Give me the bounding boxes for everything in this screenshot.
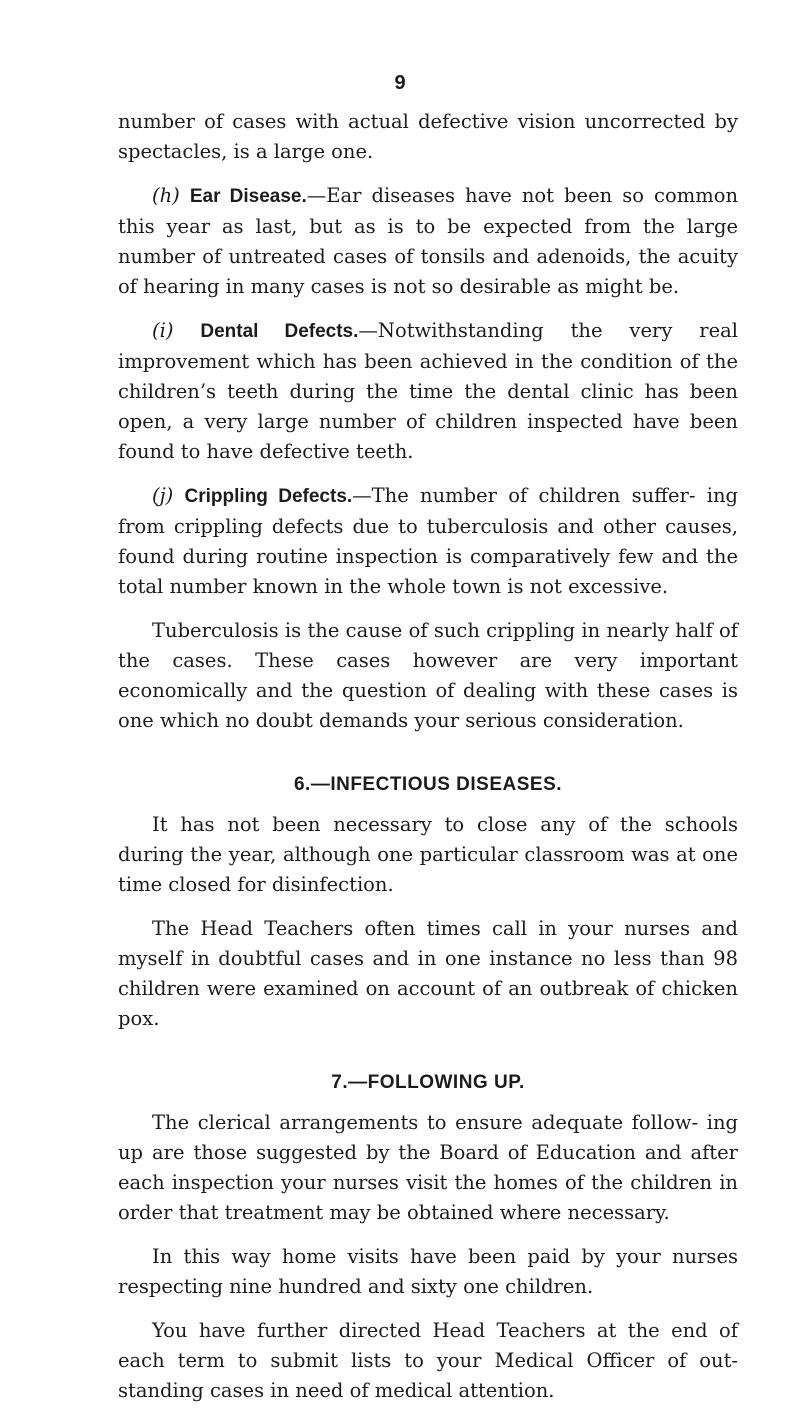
following-up-paragraph-2: In this way home visits have been paid by your nurses respecting nine hundred and sixty one children. xyxy=(118,1245,738,1298)
following-up-paragraph-3: You have further directed Head Teachers at the end of each term to submit lists to your Medical Officer of out- standing cases in need of medical attention. xyxy=(118,1319,738,1402)
infectious-paragraph-1: It has not been necessary to close any of the schools during the year, although one particular classroom was at one time closed for disinfection. xyxy=(118,813,738,896)
item-text: —Notwithstanding the very real improvement which has been achieved in the condition of the children’s teeth during the time the dental clinic has been open, a very large number of children inspected have been found to have defective teeth. xyxy=(118,319,738,463)
item-label: (h) xyxy=(152,184,180,207)
item-heading: Dental Defects. xyxy=(200,321,359,342)
item-text: —Ear diseases have not been so common this year as last, but as is to be expected from the large number of untreated cases of tonsils and adenoids, the acuity of hearing in many cases is not so desirable as might be. xyxy=(118,184,738,298)
body-text xyxy=(118,107,738,1420)
item-heading: Ear Disease. xyxy=(189,186,307,207)
dental-defects-paragraph xyxy=(118,316,738,467)
item-heading: Crippling Defects. xyxy=(184,486,353,507)
page-number: 9 xyxy=(394,72,406,94)
ear-disease-paragraph xyxy=(118,181,738,302)
section-heading-infectious-diseases: 6.—INFECTIOUS DISEASES. xyxy=(293,774,563,795)
item-label: (j) xyxy=(152,484,174,507)
item-text: —The number of children suffer- ing from crippling defects due to tuberculosis and other causes, found during routine inspection is comparatively few and the total number known in the whole town is not excessive. xyxy=(118,484,738,598)
section-heading-following-up: 7.—FOLLOWING UP. xyxy=(331,1072,525,1093)
item-label: (i) xyxy=(152,319,174,342)
tuberculosis-paragraph: Tuberculosis is the cause of such crippling in nearly half of the cases. These cases however are very important economically and the question of dealing with these cases is one which no doubt demands your serious consideration. xyxy=(118,619,738,732)
continued-paragraph: number of cases with actual defective vision uncorrected by spectacles, is a large one. xyxy=(118,110,738,163)
crippling-defects-paragraph xyxy=(118,481,738,602)
infectious-paragraph-2: The Head Teachers often times call in your nurses and myself in doubtful cases and in one instance no less than 98 children were examined on account of an outbreak of chicken pox. xyxy=(118,917,738,1030)
following-up-paragraph-1: The clerical arrangements to ensure adequate follow- ing up are those suggested by the Board of Education and after each inspection your nurses visit the homes of the children in order that treatment may be obtained where necessary. xyxy=(118,1111,738,1224)
